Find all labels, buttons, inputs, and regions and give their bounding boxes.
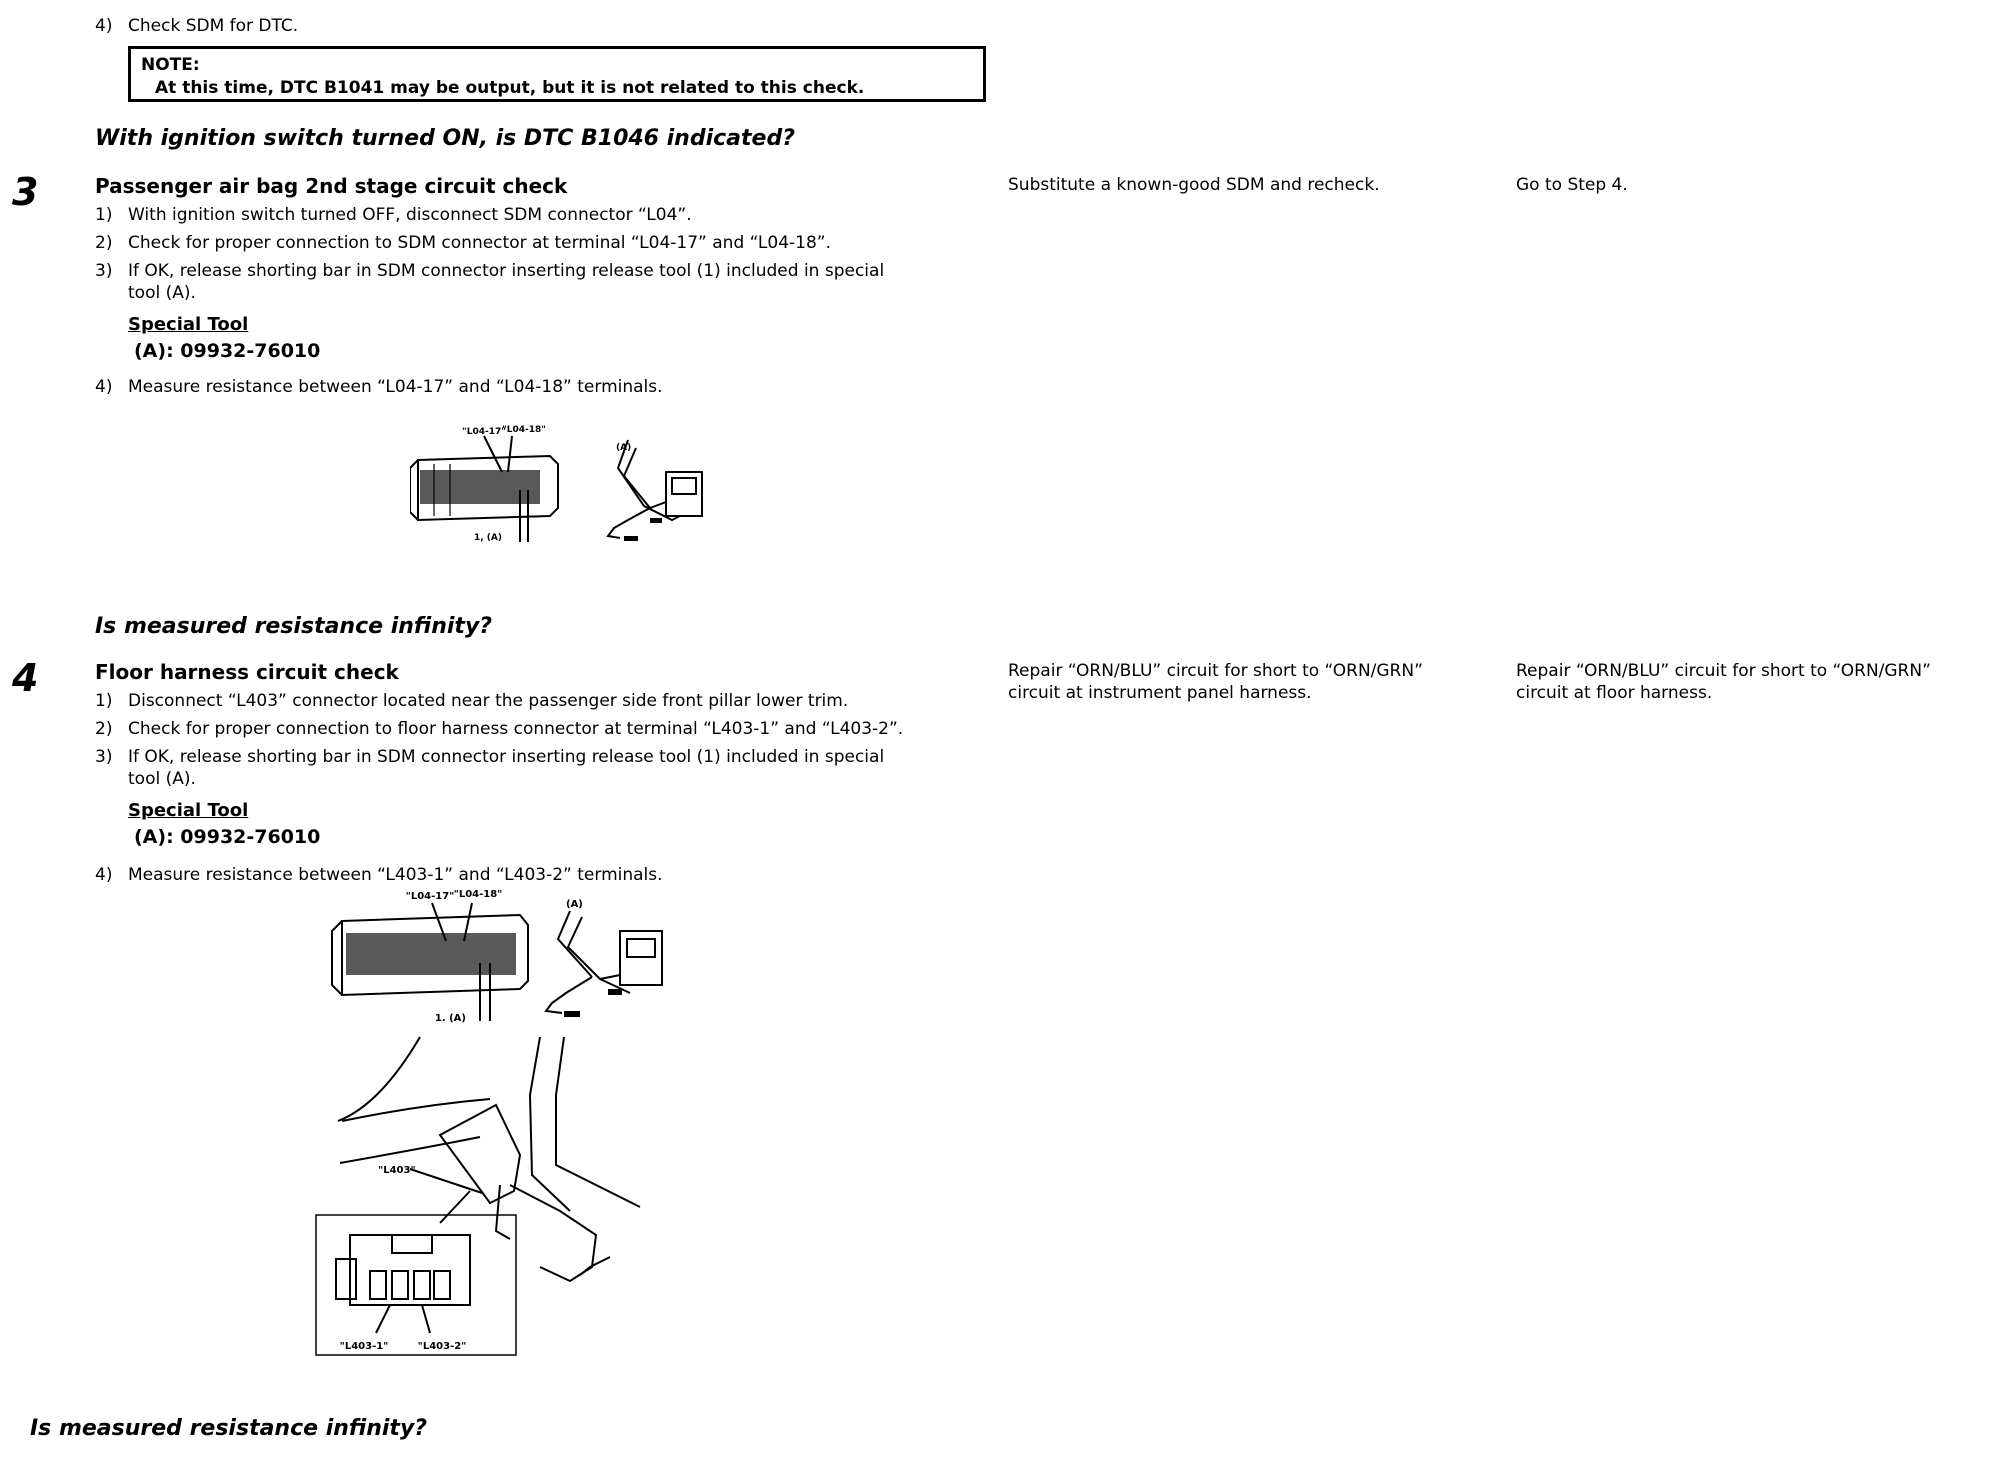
tool-label: (A) <box>566 899 583 910</box>
action-line: circuit at floor harness. <box>1516 683 1713 703</box>
step3-no-action: Go to Step 4. <box>1516 175 1628 195</box>
tool-label: 1. (A) <box>434 1013 466 1024</box>
step-number: 3 <box>12 170 39 214</box>
step3-yes-action: Substitute a known-good SDM and recheck. <box>1008 175 1380 195</box>
item-number: 2) <box>95 719 113 739</box>
terminal-label: "L04-18" <box>453 889 503 900</box>
tool-label: 1, (A) <box>473 533 502 543</box>
item-number: 3) <box>95 261 113 281</box>
terminal-label: "L04-17" <box>405 891 455 902</box>
item-text: Check for proper connection to SDM connector at terminal “L04-17” and “L04-18”. <box>128 233 832 253</box>
connector-label: "L403" <box>378 1165 416 1176</box>
step4-question: Is measured resistance infinity? <box>30 1416 428 1441</box>
item-text: Measure resistance between “L04-17” and “L04-18” terminals. <box>128 377 663 397</box>
special-tool-value: (A): 09932-76010 <box>134 826 321 848</box>
item-number: 1) <box>95 691 113 711</box>
note-box <box>128 46 986 102</box>
note-text: At this time, DTC B1041 may be output, but it is not related to this check. <box>155 78 865 98</box>
item-text: Measure resistance between “L403-1” and “L403-2” terminals. <box>128 865 663 885</box>
item-number: 4) <box>95 865 113 885</box>
step2-question: With ignition switch turned ON, is DTC B1046 indicated? <box>95 126 795 151</box>
note-label: NOTE: <box>141 55 200 75</box>
step-title: Passenger air bag 2nd stage circuit check <box>95 174 568 198</box>
item-text-continued: tool (A). <box>128 769 196 789</box>
step4-no-action <box>1516 660 1931 704</box>
item-number: 2) <box>95 233 113 253</box>
item-text: Check for proper connection to floor harness connector at terminal “L403-1” and “L403-2”. <box>128 719 904 739</box>
l403-connector-location-diagram <box>310 1035 680 1360</box>
item-number: 3) <box>95 747 113 767</box>
item-number: 4) <box>95 16 113 36</box>
step-title: Floor harness circuit check <box>95 660 399 684</box>
terminal-label: "L403-1" <box>339 1341 389 1352</box>
item-text: Disconnect “L403” connector located near the passenger side front pillar lower trim. <box>128 691 849 711</box>
item-text: If OK, release shorting bar in SDM connector inserting release tool (1) included in special <box>128 747 885 767</box>
terminal-label: "L403-2" <box>417 1341 467 1352</box>
sdm-connector-diagram <box>410 420 710 550</box>
step4-yes-action <box>1008 660 1423 704</box>
item-text: With ignition switch turned OFF, disconnect SDM connector “L04”. <box>128 205 692 225</box>
step-number: 4 <box>12 656 39 700</box>
special-tool-label: Special Tool <box>128 800 249 821</box>
step3-question: Is measured resistance infinity? <box>95 614 493 639</box>
action-line: Repair “ORN/BLU” circuit for short to “ORN/GRN” <box>1516 661 1931 681</box>
terminal-label: "L04-17" <box>462 427 506 437</box>
item-number: 1) <box>95 205 113 225</box>
sdm-connector-diagram <box>330 885 680 1030</box>
item-text: Check SDM for DTC. <box>128 16 299 36</box>
special-tool-value: (A): 09932-76010 <box>134 340 321 362</box>
action-line: circuit at instrument panel harness. <box>1008 683 1312 703</box>
action-line: Repair “ORN/BLU” circuit for short to “ORN/GRN” <box>1008 661 1423 681</box>
item-text: If OK, release shorting bar in SDM connector inserting release tool (1) included in special <box>128 261 885 281</box>
terminal-label: "L04-18" <box>502 425 546 435</box>
special-tool-label: Special Tool <box>128 314 249 335</box>
item-text-continued: tool (A). <box>128 283 196 303</box>
tool-label: (A) <box>616 443 632 453</box>
item-number: 4) <box>95 377 113 397</box>
